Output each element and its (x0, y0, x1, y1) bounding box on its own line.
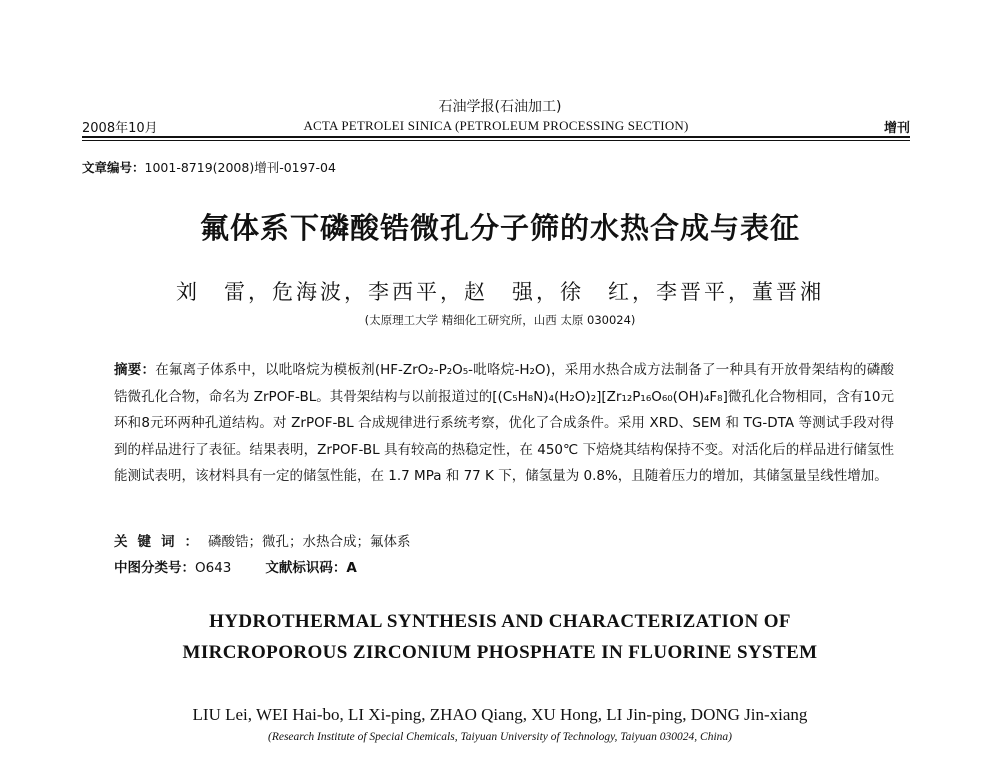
clc-label: 中图分类号： (114, 560, 195, 576)
issue-date: 2008年10月 (82, 121, 158, 136)
issue-label: 增刊 (883, 121, 910, 136)
header-rule-thin (82, 140, 910, 141)
doc-code-label: 文献标识码： (265, 560, 347, 576)
paper-title-en-line2: MIRCROPOROUS ZIRCONIUM PHOSPHATE IN FLUORINE SYSTEM (182, 642, 818, 663)
affiliation-en: (Research Institute of Special Chemicals, Taiyuan University of Technology, Taiyuan 030024, China) (267, 731, 732, 743)
abstract (114, 357, 894, 490)
paper-title-en (0, 606, 1000, 668)
keywords-text: 磷酸锆；微孔；水热合成；氟体系 (208, 534, 411, 550)
journal-name-cn: 石油学报(石油加工) (438, 99, 562, 115)
authors-cn: 刘 雷，危海波，李西平，赵 强，徐 红，李晋平，董晋湘 (176, 280, 824, 304)
abstract-text: 在氟离子体系中，以吡咯烷为模板剂(HF-ZrO₂-P₂O₅-吡咯烷-H₂O)，采用水热合成方法制备了一种具有开放骨架结构的磷酸锆微孔化合物，命名为 ZrPOF-BL。其骨架结构与以前报道过的[(C₅H₈N)₄(H₂O)₂][Zr₁₂P₁₆O₆₀(OH)₄F₈]微孔化合物相同，含有10元环和8元环两种孔道结构。对 ZrPOF-BL 合成规律进行系统考察，优化了合成条件。采用 XRD、SEM 和 TG-DTA 等测试手段对得到的样品进行了表征。结果表明，ZrPOF-BL 具有较高的热稳定性，在 450℃ 下焙烧其结构保持不变。对活化后的样品进行储氢性能测试表明，该材料具有一定的储氢性能，在 1.7 MPa 和 77 K 下，储氢量为 0.8%，且随着压力的增加，其储氢量呈线性增加。 (114, 362, 894, 485)
paper-title-cn: 氟体系下磷酸锆微孔分子筛的水热合成与表征 (199, 211, 800, 245)
doc-code-value: A (346, 560, 357, 576)
keywords-label: 关键词： (114, 534, 208, 550)
affiliation-cn: (太原理工大学 精细化工研究所，山西 太原 030024) (364, 313, 636, 327)
abstract-label: 摘要： (114, 362, 156, 378)
header-rule-thick (82, 136, 910, 138)
article-number-label: 文章编号： (82, 160, 145, 175)
keywords (114, 530, 411, 550)
paper-title-en-line1: HYDROTHERMAL SYNTHESIS AND CHARACTERIZATION OF (209, 611, 791, 632)
running-header (82, 117, 910, 137)
journal-name-en: ACTA PETROLEI SINICA (PETROLEUM PROCESSING SECTION) (303, 118, 689, 133)
clc-value: O643 (195, 560, 232, 576)
article-number (82, 158, 336, 176)
authors-en: LIU Lei, WEI Hai-bo, LI Xi-ping, ZHAO Qiang, XU Hong, LI Jin-ping, DONG Jin-xiang (192, 705, 808, 724)
article-number-value: 1001-8719(2008)增刊-0197-04 (144, 160, 336, 175)
classification-line (114, 556, 357, 576)
